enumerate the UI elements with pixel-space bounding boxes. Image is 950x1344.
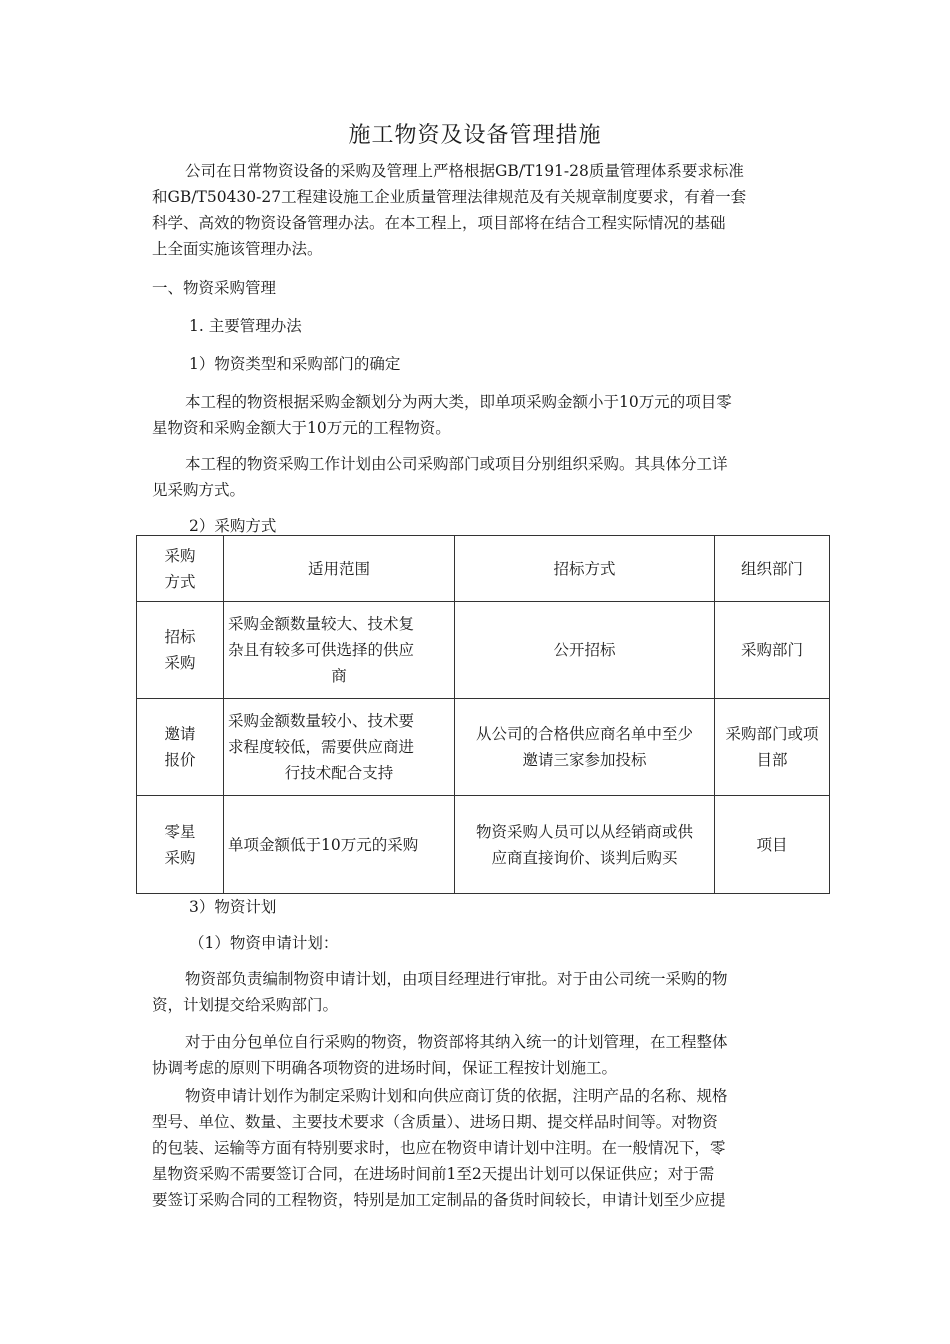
item-heading: 3）物资计划	[189, 898, 277, 916]
text-line: 物资申请计划作为制定采购计划和向供应商订货的依据，注明产品的名称、规格	[185, 1087, 728, 1105]
table-cell-scope: 采购金额数量较小、技术要 求程度较低，需要供应商进 行技术配合支持	[224, 699, 455, 796]
text-line: 本工程的物资采购工作计划由公司采购部门或项目分别组织采购。其具体分工详	[185, 455, 728, 473]
table-header-cell: 组织部门	[715, 536, 830, 602]
text-line: 对于由分包单位自行采购的物资，物资部将其纳入统一的计划管理，在工程整体	[185, 1033, 728, 1051]
text-line: 公司在日常物资设备的采购及管理上严格根据GB/T191-28质量管理体系要求标准	[185, 162, 744, 180]
item-subheading: （1）物资申请计划：	[189, 934, 339, 952]
table-header-cell: 适用范围	[224, 536, 455, 602]
section-heading: 一、物资采购管理	[152, 279, 277, 297]
table-row	[137, 602, 830, 699]
table-cell-dept: 项目	[715, 796, 830, 894]
text-line: 和GB/T50430-27工程建设施工企业质量管理法律规范及有关规章制度要求，有着一套	[152, 188, 747, 206]
table-cell-dept: 采购部门或项 目部	[715, 699, 830, 796]
table-cell-bid: 从公司的合格供应商名单中至少 邀请三家参加投标	[455, 699, 715, 796]
text-line: 科学、高效的物资设备管理办法。在本工程上，项目部将在结合工程实际情况的基础	[152, 214, 726, 232]
table-row	[137, 699, 830, 796]
text-line: 上全面实施该管理办法。	[152, 240, 323, 258]
table-cell-bid: 物资采购人员可以从经销商或供 应商直接询价、谈判后购买	[455, 796, 715, 894]
paragraph-request-3	[152, 1083, 828, 1213]
table-row	[137, 796, 830, 894]
item-heading: 1）物资类型和采购部门的确定	[189, 355, 401, 373]
text-line: 星物资采购不需要签订合同，在进场时间前1至2天提出计划可以保证供应；对于需	[152, 1165, 715, 1183]
table-cell-bid: 公开招标	[455, 602, 715, 699]
table-cell-scope: 采购金额数量较大、技术复 杂且有较多可供选择的供应 商	[224, 602, 455, 699]
table-cell-dept: 采购部门	[715, 602, 830, 699]
paragraph-request-1	[152, 966, 828, 1018]
item-heading: 2）采购方式	[189, 517, 277, 535]
table-cell-method: 招标 采购	[137, 602, 224, 699]
text-line: 协调考虑的原则下明确各项物资的进场时间，保证工程按计划施工。	[152, 1059, 618, 1077]
paragraph-types	[152, 389, 828, 441]
table-header-row	[137, 536, 830, 602]
intro-paragraph	[152, 158, 828, 262]
text-line: 型号、单位、数量、主要技术要求（含质量）、进场日期、提交样品时间等。对物资	[152, 1113, 718, 1131]
procurement-table	[136, 535, 830, 894]
text-line: 本工程的物资根据采购金额划分为两大类，即单项采购金额小于10万元的项目零	[185, 393, 732, 411]
table-header-cell: 采购 方式	[137, 536, 224, 602]
table-cell-scope: 单项金额低于10万元的采购	[224, 796, 455, 894]
document-title: 施工物资及设备管理措施	[348, 123, 602, 148]
table-cell-method: 零星 采购	[137, 796, 224, 894]
text-line: 要签订采购合同的工程物资，特别是加工定制品的备货时间较长，申请计划至少应提	[152, 1191, 726, 1209]
text-line: 的包装、运输等方面有特别要求时，也应在物资申请计划中注明。在一般情况下，零	[152, 1139, 726, 1157]
paragraph-plan	[152, 451, 828, 503]
table-cell-method: 邀请 报价	[137, 699, 224, 796]
subsection-heading: 1. 主要管理办法	[189, 317, 302, 335]
text-line: 见采购方式。	[152, 481, 246, 499]
table-header-cell: 招标方式	[455, 536, 715, 602]
paragraph-request-2	[152, 1029, 828, 1081]
text-line: 星物资和采购金额大于10万元的工程物资。	[152, 419, 451, 437]
text-line: 物资部负责编制物资申请计划，由项目经理进行审批。对于由公司统一采购的物	[185, 970, 728, 988]
text-line: 资，计划提交给采购部门。	[152, 996, 339, 1014]
